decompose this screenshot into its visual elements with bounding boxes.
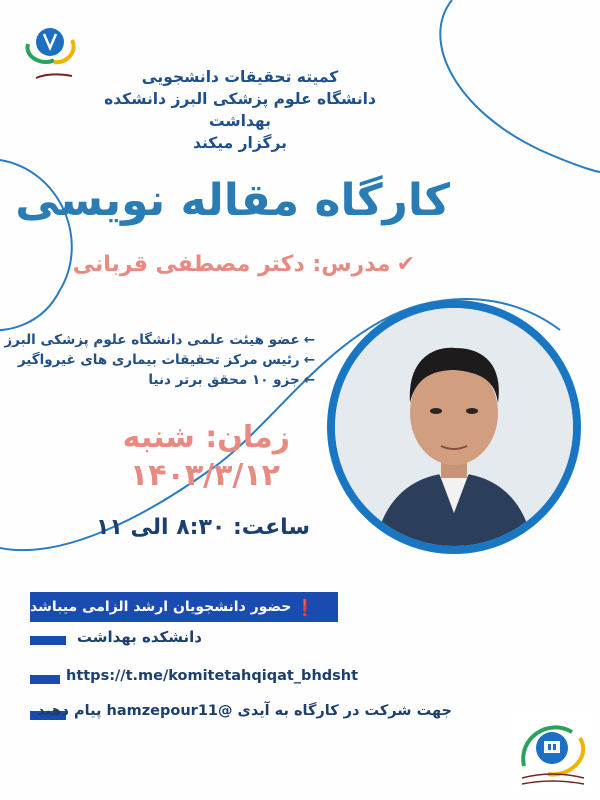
decorative-bar xyxy=(30,675,60,684)
exclamation-icon: ❗ xyxy=(295,597,316,617)
arrow-left-icon: ← xyxy=(303,332,315,348)
instructor-photo xyxy=(327,300,581,554)
schedule-hours: ساعت: ۸:۳۰ الی ۱۱ xyxy=(95,515,310,540)
instructor-credentials xyxy=(4,330,315,390)
arrow-left-icon: ← xyxy=(303,372,315,388)
committee-logo xyxy=(508,708,596,796)
telegram-link[interactable]: https://t.me/komitetahqiqat_bhdsht xyxy=(66,668,359,684)
check-icon: ✔ xyxy=(396,252,415,277)
notice-text: حضور دانشجویان ارشد الزامی میباشد xyxy=(30,599,292,615)
organizer-line-3: برگزار میکند xyxy=(193,134,287,152)
arrow-left-icon: ← xyxy=(303,352,315,368)
instructor-line xyxy=(73,252,415,277)
schedule-day: زمان: شنبه xyxy=(122,420,290,455)
credential-item: ←جزو ۱۰ محقق برتر دنیا xyxy=(148,372,315,388)
attendance-notice xyxy=(30,592,338,622)
faculty-name: دانشکده بهداشت xyxy=(76,628,202,646)
schedule-date: ۱۴۰۳/۳/۱۲ xyxy=(129,458,280,493)
organizer-header xyxy=(75,66,405,154)
credential-item: ←رئیس مرکز تحقیقات بیماری های غیرواگیر xyxy=(17,352,315,368)
organizer-line-1: کمیته تحقیقات دانشجویی xyxy=(141,68,339,86)
instructor-name: مدرس: دکتر مصطفی قربانی xyxy=(72,252,391,277)
decorative-bar xyxy=(30,636,66,645)
credential-item: ←عضو هیئت علمی دانشگاه علوم پزشکی البرز xyxy=(4,332,315,348)
workshop-title: کارگاه مقاله نویسی xyxy=(15,175,450,226)
registration-contact: جهت شرکت در کارگاه به آیدی @hamzepour11 پیام دهید xyxy=(37,703,452,719)
organizer-line-2: دانشگاه علوم پزشکی البرز دانشکده بهداشت xyxy=(104,90,376,130)
